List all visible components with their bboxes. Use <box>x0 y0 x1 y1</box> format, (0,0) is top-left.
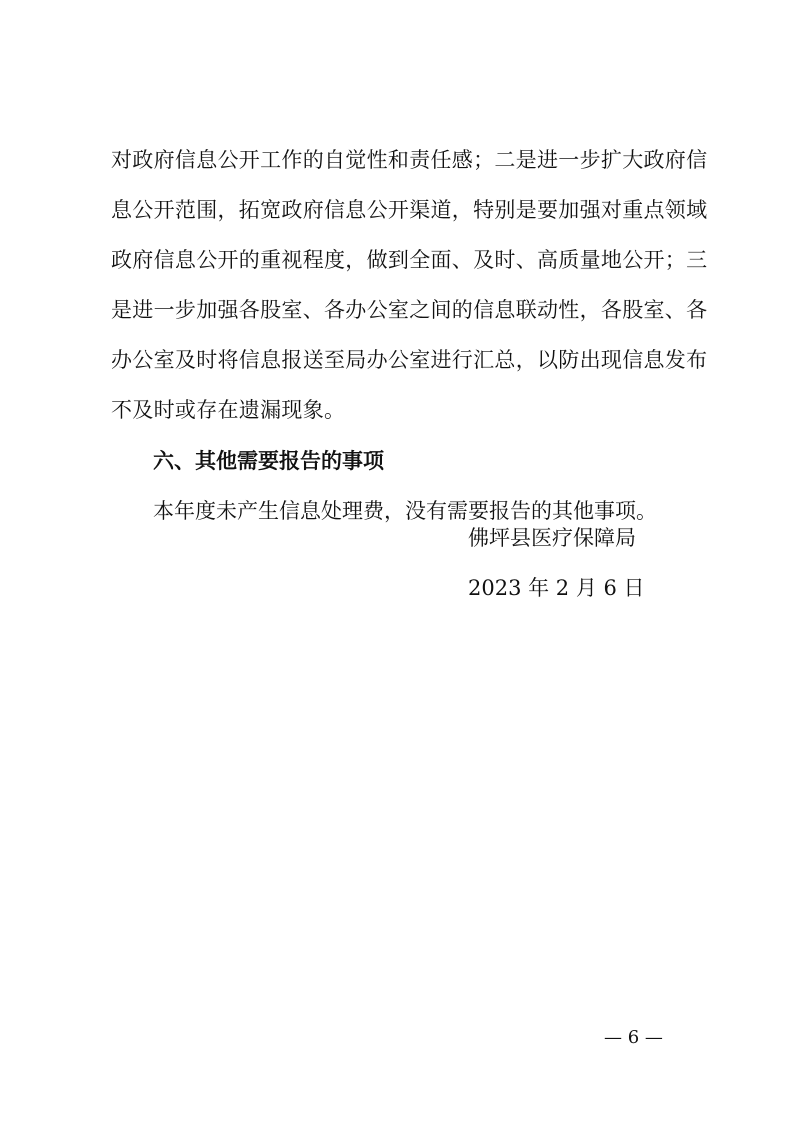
page-number: — 6 — <box>604 1027 663 1048</box>
section-paragraph: 本年度未产生信息处理费，没有需要报告的其他事项。 <box>153 499 657 523</box>
body-line: 息公开范围，拓宽政府信息公开渠道，特别是要加强对重点领域 <box>111 198 708 222</box>
section-heading: 六、其他需要报告的事项 <box>153 449 384 473</box>
signature-organization: 佛坪县医疗保障局 <box>468 526 636 550</box>
body-line: 不及时或存在遗漏现象。 <box>111 398 346 422</box>
body-line: 办公室及时将信息报送至局办公室进行汇总，以防出现信息发布 <box>111 348 708 372</box>
body-line: 是进一步加强各股室、各办公室之间的信息联动性，各股室、各 <box>111 298 708 322</box>
body-line: 对政府信息公开工作的自觉性和责任感；二是进一步扩大政府信 <box>111 148 708 172</box>
signature-date: 2023 年 2 月 6 日 <box>468 576 645 600</box>
body-line: 政府信息公开的重视程度，做到全面、及时、高质量地公开；三 <box>111 248 708 272</box>
